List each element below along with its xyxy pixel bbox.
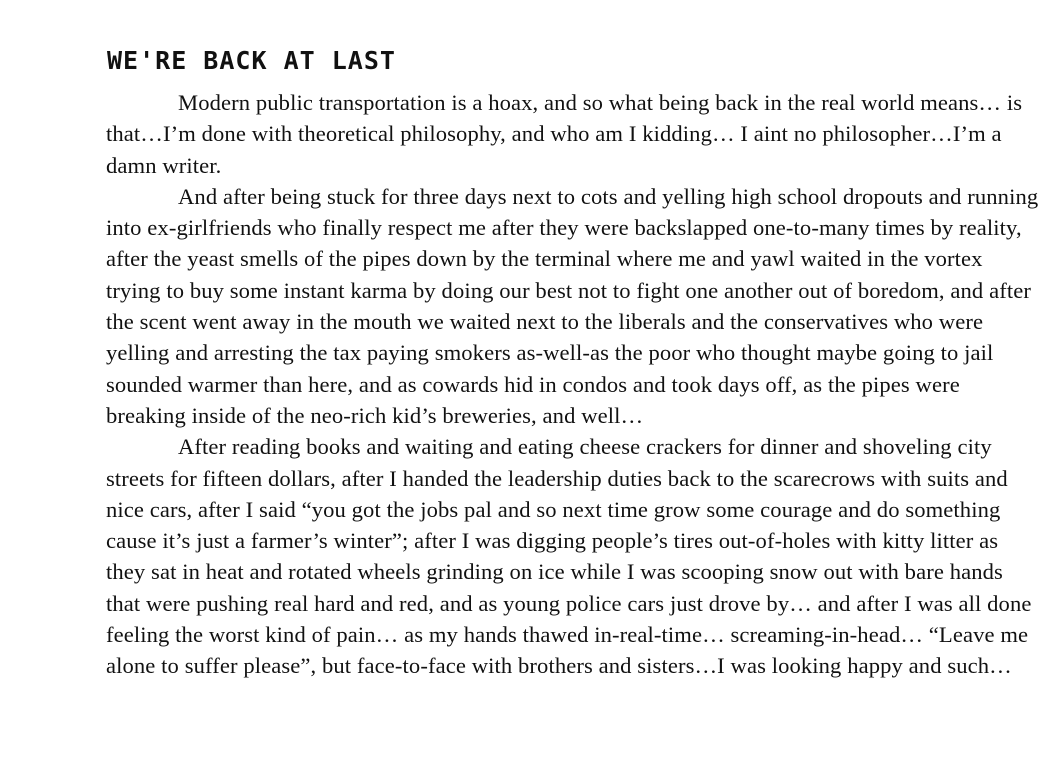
document-title: WE'RE BACK AT LAST (107, 46, 396, 75)
paragraph-2: And after being stuck for three days next to cots and yelling high school dropouts and running into ex-girlfriends who finally respect me after they were backslapped one-to-many times by reality, after the yeast smells of the pipes down by the terminal where me and yawl waited in the vortex trying to buy some instant karma by doing our best not to fight one another out of boredom, and after the scent went away in the mouth we waited next to the liberals and the conservatives who were yelling and arresting the tax paying smokers as-well-as the poor who thought maybe going to jail sounded warmer than here, and as cowards hid in condos and took days off, as the pipes were breaking inside of the neo-rich kid’s breweries, and well… (106, 183, 1039, 428)
paragraph-1: Modern public transportation is a hoax, and so what being back in the real world means… is that…I’m done with theoretical philosophy, and who am I kidding… I aint no philosopher…I’m a damn writer. (106, 90, 1023, 178)
document-body (106, 87, 1041, 682)
paragraph-3: After reading books and waiting and eating cheese crackers for dinner and shoveling city streets for fifteen dollars, after I handed the leadership duties back to the scarecrows with suits and nice cars, after I said “you got the jobs pal and so next time grow some courage and do something cause it’s just a farmer’s winter”; after I was digging people’s tires out-of-holes with kitty litter as they sat in heat and rotated wheels grinding on ice while I was scooping snow out with bare hands that were pushing real hard and red, and as young police cars just drove by… and after I was all done feeling the worst kind of pain… as my hands thawed in-real-time… screaming-in-head… “Leave me alone to suffer please”, but face-to-face with brothers and sisters…I was looking happy and such… (106, 434, 1032, 679)
